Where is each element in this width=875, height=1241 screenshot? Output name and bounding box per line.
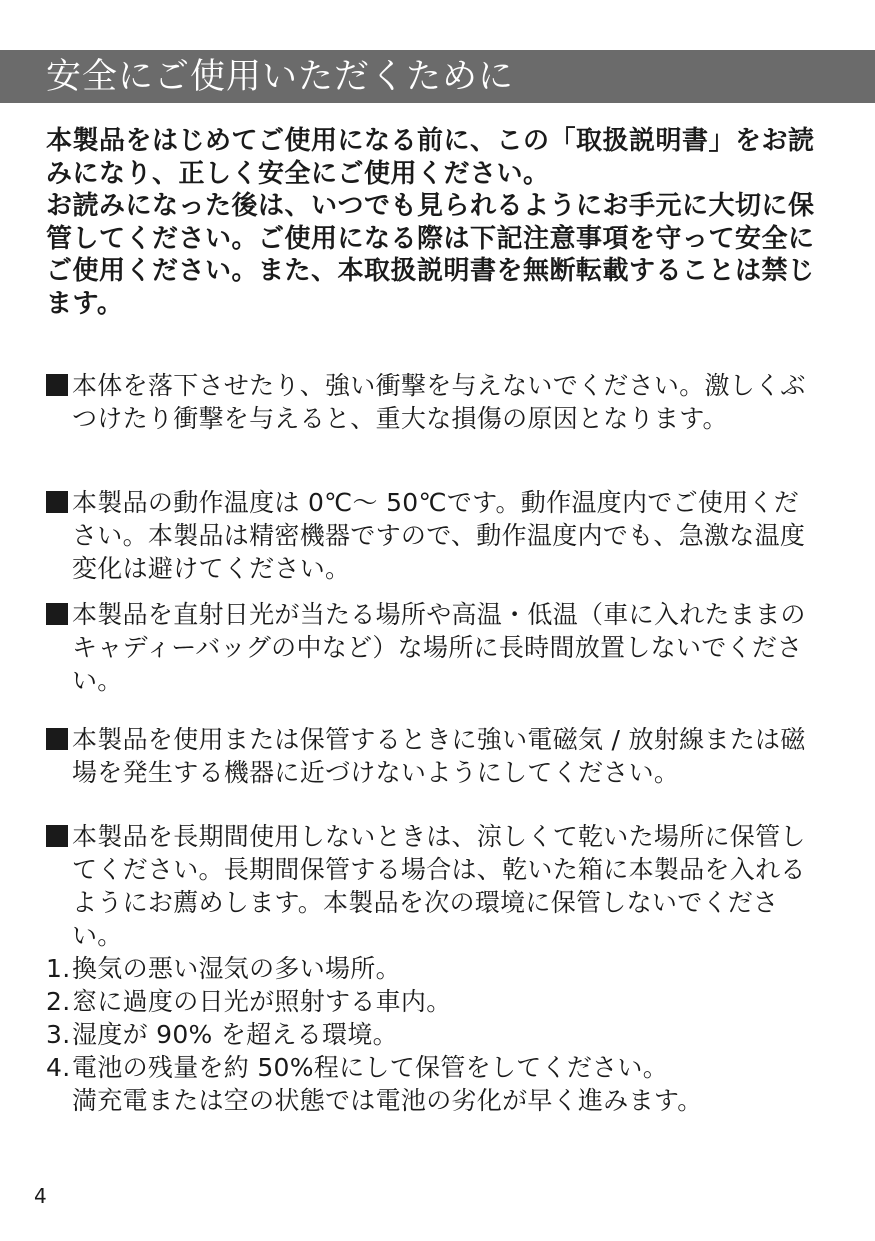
square-bullet-icon [46, 491, 68, 513]
section-header [0, 50, 875, 103]
list-number: 3. [46, 1020, 71, 1049]
square-bullet-icon [46, 374, 68, 396]
notice-item [46, 598, 822, 697]
intro-paragraph: お読みになった後は、いつでも見られるようにお手元に大切に保管してください。ご使用になる際は下記注意事項を守って安全にご使用ください。また、本取扱説明書を無断転載することは禁じます。 [46, 191, 815, 319]
storage-conditions-list [46, 952, 822, 1117]
notice-item [46, 820, 822, 952]
notice-text: 本製品を長期間使用しないときは、涼しくて乾いた場所に保管してください。長期間保管する場合は、乾いた箱に本製品を入れるようにお薦めします。本製品を次の環境に保管しないでください。 [72, 822, 806, 950]
list-item [46, 952, 822, 985]
notice-item [46, 369, 822, 435]
list-number: 4. [46, 1053, 71, 1082]
list-item [46, 1018, 822, 1051]
page-number: 4 [34, 1184, 47, 1208]
notice-text: 本製品の動作温度は 0℃～ 50℃です。動作温度内でご使用ください。本製品は精密機器ですので、動作温度内でも、急激な温度変化は避けてください。 [72, 488, 806, 583]
list-text: 湿度が 90% を超える環境。 [72, 1020, 398, 1049]
notice-text: 本体を落下させたり、強い衝撃を与えないでください。激しくぶつけたり衝撃を与えると、重大な損傷の原因となります。 [72, 371, 806, 433]
intro-paragraph: 本製品をはじめてご使用になる前に、この「取扱説明書」をお読みになり、正しく安全にご使用ください。 [46, 126, 815, 189]
square-bullet-icon [46, 825, 68, 847]
list-item [46, 1051, 822, 1084]
list-text: 窓に過度の日光が照射する車内。 [72, 987, 452, 1016]
section-title: 安全にご使用いただくために [46, 57, 515, 97]
notice-text: 本製品を使用または保管するときに強い電磁気 / 放射線または磁場を発生する機器に近づけないようにしてください。 [72, 725, 806, 787]
list-subtext: 満充電または空の状態では電池の劣化が早く進みます。 [72, 1086, 703, 1115]
intro-text [46, 125, 822, 320]
list-text: 換気の悪い湿気の多い場所。 [72, 954, 401, 983]
list-item [46, 985, 822, 1018]
list-number: 2. [46, 987, 71, 1016]
notice-item [46, 723, 822, 789]
square-bullet-icon [46, 603, 68, 625]
square-bullet-icon [46, 728, 68, 750]
list-number: 1. [46, 954, 71, 983]
notice-item [46, 486, 822, 585]
list-text: 電池の残量を約 50%程にして保管をしてください。 [72, 1053, 669, 1082]
notice-text: 本製品を直射日光が当たる場所や高温・低温（車に入れたままのキャディーバッグの中など）な場所に長時間放置しないでください。 [72, 600, 806, 695]
